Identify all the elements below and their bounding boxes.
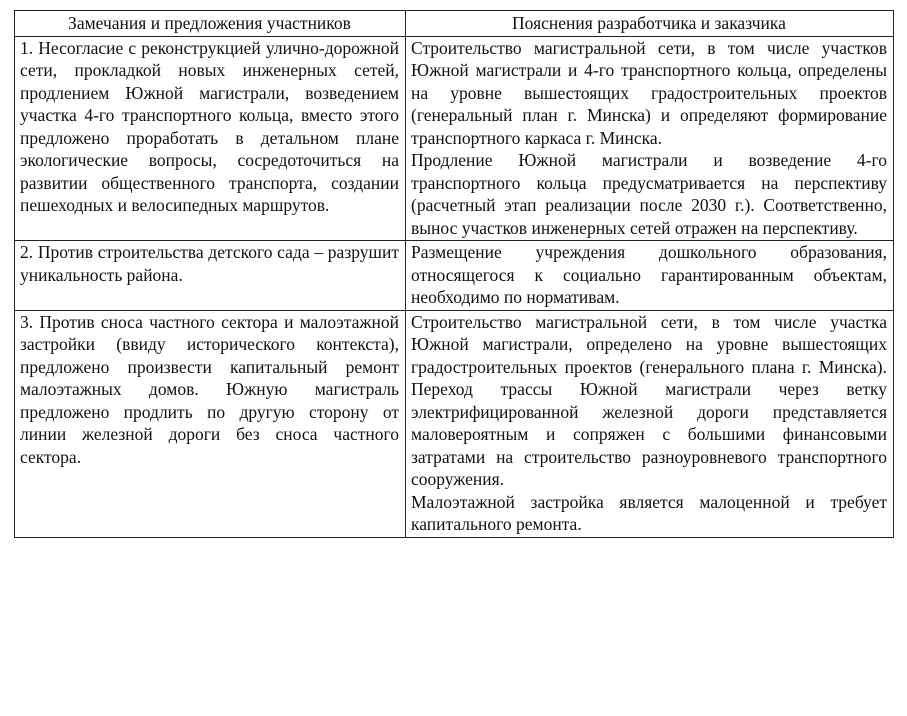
row-1-comment: 1. Несогласие с реконструкцией улично-дорожной сети, прокладкой новых инженерных сетей, продлением Южной магистрали, возведением участка 4-го транспортного кольца, вместо этого предложено проработать в детальном плане экологические вопросы, сосредоточиться на развитии общественного транспорта, создании пешеходных и велосипедных маршрутов.	[15, 36, 406, 241]
header-developer-explanations: Пояснения разработчика и заказчика	[406, 11, 894, 37]
row-2-explanation	[406, 241, 894, 311]
row-3-explanation-paragraph: Строительство магистральной сети, в том числе участка Южной магистрали, определено на уровне вышестоящих градостроительных проектов (генерального плана г. Минска). Переход трассы Южной магистрали через ветку электрифицированной железной дороги представляется маловероятным и сопряжен с большими финансовыми затратами на строительство разноуровневого транспортного сооружения.	[411, 311, 887, 489]
header-participant-comments: Замечания и предложения участников	[15, 11, 406, 37]
row-3-comment: 3. Против сноса частного сектора и малоэтажной застройки (ввиду исторического контекста), предложено произвести капитальный ремонт малоэтажных домов. Южную магистраль предложено продлить по другую сторону от линии железной дороги без сноса частного сектора.	[15, 310, 406, 537]
comments-table	[14, 10, 894, 538]
row-1-explanation-paragraph: Продление Южной магистрали и возведение 4-го транспортного кольца предусматривается на перспективу (расчетный этап реализации после 2030 г.). Соответственно, вынос участков инженерных сетей отражен на перспективу.	[411, 150, 887, 238]
row-2-comment: 2. Против строительства детского сада – разрушит уникальность района.	[15, 241, 406, 311]
table-row	[15, 310, 894, 537]
table-row	[15, 36, 894, 241]
table-row	[15, 241, 894, 311]
row-1-explanation-paragraph: Строительство магистральной сети, в том числе участков Южной магистрали и 4-го транспортного кольца, определены на уровне вышестоящих градостроительных проектов (генеральный план г. Минска) и определяют формирование транспортного каркаса г. Минска.	[411, 37, 887, 148]
table-header-row	[15, 11, 894, 37]
row-3-explanation-paragraph: Малоэтажной застройка является малоценной и требует капитального ремонта.	[411, 491, 887, 534]
row-2-explanation-paragraph: Размещение учреждения дошкольного образования, относящегося к социально гарантированным объектам, необходимо по нормативам.	[411, 242, 887, 307]
row-1-explanation	[406, 36, 894, 241]
row-3-explanation	[406, 310, 894, 537]
